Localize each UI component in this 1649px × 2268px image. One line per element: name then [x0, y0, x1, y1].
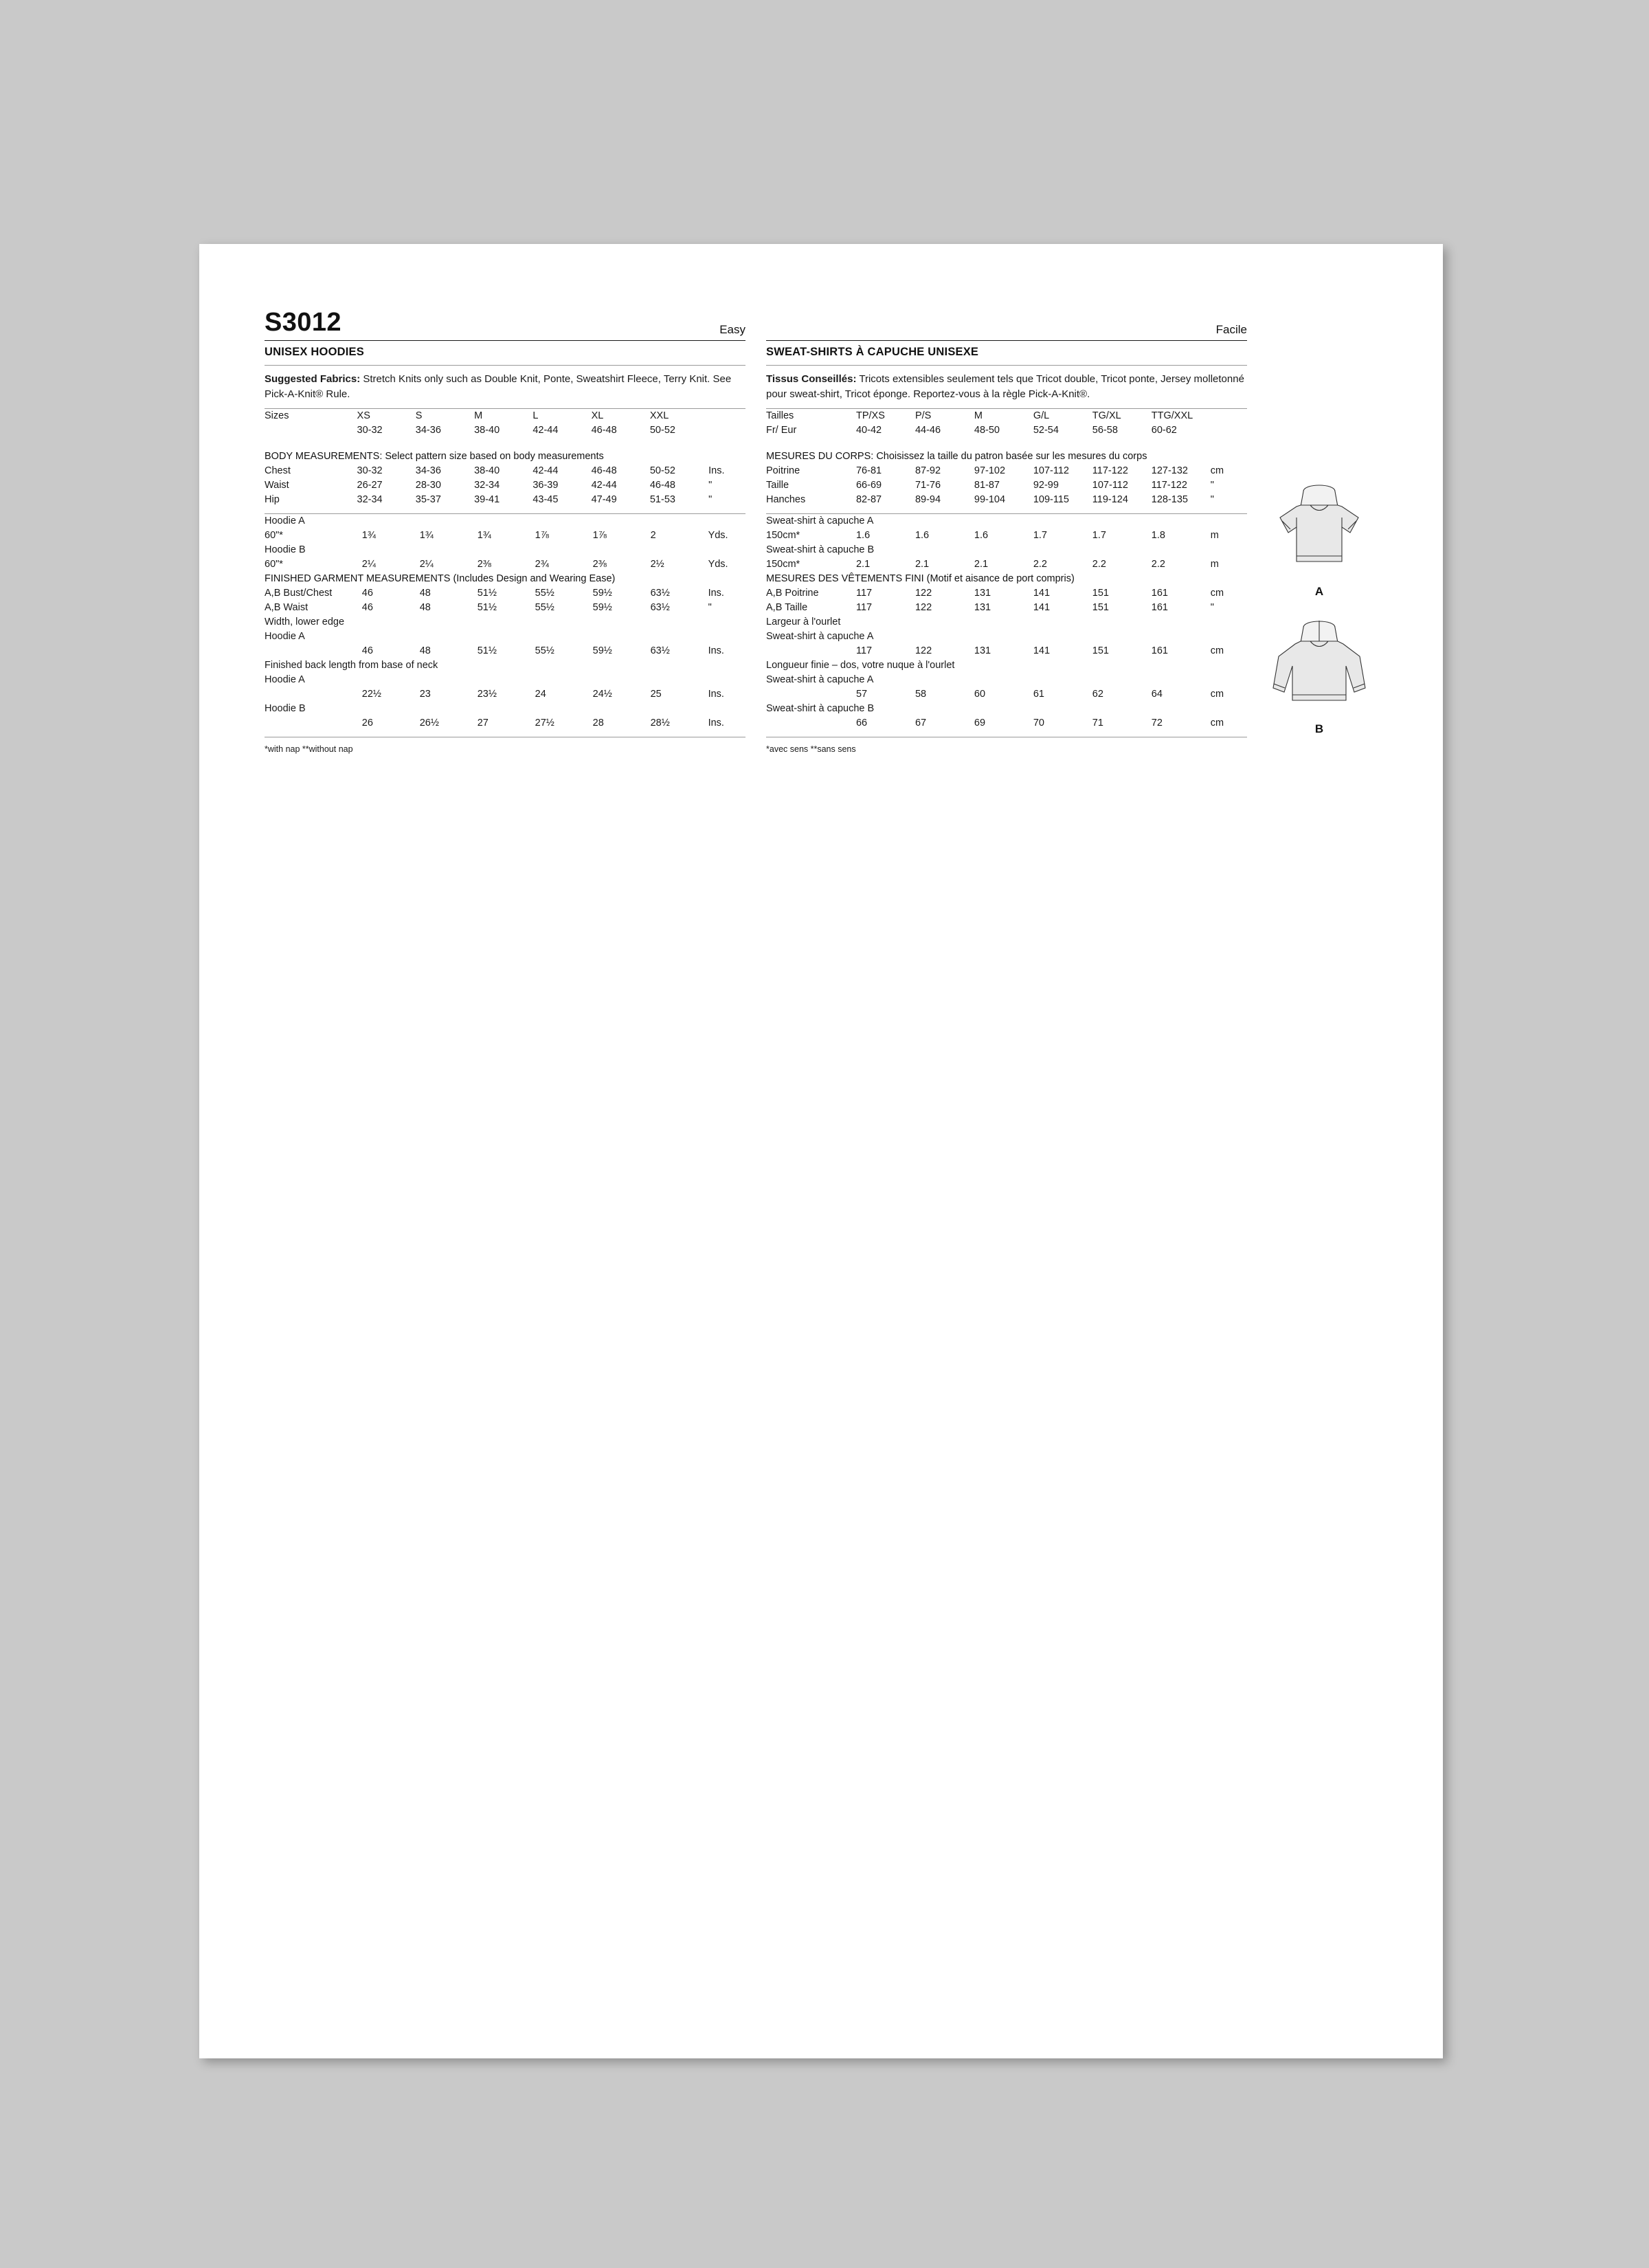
english-fabrics-label: Suggested Fabrics:: [265, 373, 361, 385]
divider-en: [265, 340, 745, 341]
cell: 97-102: [974, 465, 1006, 476]
width-lower-edge-label-fr: Largeur à l'ourlet: [766, 616, 841, 627]
table-row: [766, 529, 1247, 543]
cell: 161: [1151, 645, 1168, 656]
cell: 2½: [650, 559, 664, 570]
cell: 63½: [650, 645, 670, 656]
table-row: [766, 601, 1247, 615]
table-row: [265, 702, 745, 716]
cell: 55½: [535, 602, 554, 613]
table-row: [265, 438, 745, 449]
french-measurement-table: [766, 409, 1247, 507]
cell: 107-112: [1092, 480, 1128, 491]
cell: 2.1: [974, 559, 989, 570]
row-label: Hip: [265, 494, 280, 505]
cell: 28-30: [415, 480, 441, 491]
unit-cell: Ins.: [708, 588, 724, 599]
cell: 151: [1092, 645, 1109, 656]
unit-cell: Ins.: [708, 718, 724, 729]
french-title: SWEAT-SHIRTS À CAPUCHE UNISEXE: [766, 346, 979, 358]
divider-en-2: [265, 365, 745, 366]
finished-heading-en: FINISHED GARMENT MEASUREMENTS (Includes Design and Wearing Ease): [265, 573, 616, 584]
table-row: [766, 716, 1247, 731]
cell: 71: [1092, 718, 1103, 729]
cell: 1¾: [477, 530, 491, 541]
size-number-3: 52-54: [1033, 425, 1059, 436]
table-row: [265, 716, 745, 731]
cell: 2⅜: [592, 559, 607, 570]
unit-cell: ": [708, 480, 713, 491]
long-sleeve-hoodie-icon: [1261, 616, 1378, 720]
cell: 109-115: [1033, 494, 1069, 505]
cell: 69: [974, 718, 986, 729]
table-row: [766, 423, 1247, 438]
table-row: [265, 543, 745, 557]
size-code-5: TTG/XXL: [1151, 410, 1193, 421]
cell: 51-53: [649, 494, 675, 505]
unit-cell: Yds.: [708, 559, 728, 570]
french-fabrics: [766, 372, 1247, 402]
view-b-letter: B: [1314, 722, 1324, 735]
table-row: [265, 572, 745, 586]
table-row: [265, 586, 745, 601]
size-number-4: 46-48: [591, 425, 617, 436]
table-row: [766, 449, 1247, 464]
cell: 2¼: [419, 559, 434, 570]
view-a-letter: A: [1314, 584, 1324, 598]
cell: 92-99: [1033, 480, 1059, 491]
back-length-label-en: Finished back length from base of neck: [265, 660, 438, 671]
width-lower-edge-group-fr: Sweat-shirt à capuche A: [766, 631, 874, 642]
size-code-0: TP/XS: [855, 410, 885, 421]
cell: 26-27: [357, 480, 383, 491]
cell: 51½: [477, 602, 497, 613]
cell: 127-132: [1151, 465, 1188, 476]
cell: 87-92: [915, 465, 941, 476]
width-lower-edge-label-en: Width, lower edge: [265, 616, 345, 627]
table-row: [265, 449, 745, 464]
size-number-5: 60-62: [1151, 425, 1177, 436]
size-code-2: M: [474, 410, 483, 421]
size-number-1: 44-46: [915, 425, 941, 436]
size-number-2: 48-50: [974, 425, 1000, 436]
unit-cell: ": [708, 602, 712, 613]
cell: 117: [855, 588, 873, 599]
size-number-1: 34-36: [415, 425, 441, 436]
table-row: [265, 687, 745, 702]
table-row: [265, 658, 745, 673]
cell: 1.6: [915, 530, 930, 541]
table-row: [766, 615, 1247, 630]
cell: 36-39: [532, 480, 559, 491]
pattern-envelope-back: [199, 244, 1443, 2058]
french-header: [766, 309, 1247, 335]
table-row: [766, 702, 1247, 716]
finished-heading-fr: MESURES DES VÊTEMENTS FINI (Motif et aisance de port compris): [766, 573, 1075, 584]
table-row: [265, 409, 745, 423]
short-sleeve-hoodie-icon: [1261, 479, 1378, 582]
back-length-group-a-en: Hoodie A: [265, 674, 305, 685]
cell: 34-36: [415, 465, 441, 476]
cell: 48: [419, 588, 431, 599]
unit-cell: Ins.: [708, 645, 724, 656]
back-length-group-a-fr: Sweat-shirt à capuche A: [766, 674, 874, 685]
unit-cell: cm: [1210, 645, 1224, 656]
euro-size-label: Fr/ Eur: [766, 425, 797, 436]
cell: 117: [855, 602, 873, 613]
cell: 161: [1151, 588, 1168, 599]
cell: 2¼: [361, 559, 376, 570]
cell: 60: [974, 689, 986, 700]
cell: 141: [1033, 645, 1051, 656]
english-measurement-table: [265, 409, 745, 507]
cell: 131: [974, 645, 991, 656]
french-yardage-table: [766, 514, 1247, 731]
unit-cell: cm: [1210, 588, 1224, 599]
english-fabrics-text: Stretch Knits only such as Double Knit, Ponte, Sweatshirt Fleece, Terry Knit. See Pick-A-Knit® Rule.: [265, 373, 732, 400]
cell: 32-34: [474, 480, 500, 491]
cell: 89-94: [915, 494, 941, 505]
size-code-1: S: [415, 410, 423, 421]
back-length-group-b-fr: Sweat-shirt à capuche B: [766, 703, 875, 714]
cell: 71-76: [915, 480, 941, 491]
fabric-width: 150cm*: [766, 530, 800, 541]
cell: 35-37: [415, 494, 441, 505]
size-code-5: XXL: [649, 410, 669, 421]
unit-cell: Ins.: [708, 465, 725, 476]
cell: 2.2: [1151, 559, 1165, 570]
row-label: Taille: [766, 480, 789, 491]
cell: 27: [477, 718, 489, 729]
cell: 58: [915, 689, 927, 700]
cell: 76-81: [855, 465, 882, 476]
row-label: A,B Waist: [265, 602, 309, 613]
cell: 63½: [650, 588, 670, 599]
cell: 59½: [592, 645, 612, 656]
cell: 122: [915, 602, 932, 613]
cell: 2: [650, 530, 656, 541]
table-row: [766, 644, 1247, 658]
table-row: [265, 478, 745, 493]
row-label: A,B Taille: [766, 602, 808, 613]
row-label: Waist: [265, 480, 289, 491]
size-number-4: 56-58: [1092, 425, 1118, 436]
yardage-group-label: Hoodie A: [265, 515, 305, 526]
cell: 28: [592, 718, 604, 729]
header-row: [265, 309, 1378, 754]
cell: 30-32: [357, 465, 383, 476]
cell: 72: [1151, 718, 1163, 729]
sizes-label-en: Sizes: [265, 410, 289, 421]
unit-blank: [708, 409, 745, 423]
table-row: [265, 630, 745, 644]
cell: 82-87: [855, 494, 882, 505]
cell: 131: [974, 588, 991, 599]
cell: 119-124: [1092, 494, 1128, 505]
size-code-2: M: [974, 410, 983, 421]
cell: 38-40: [474, 465, 500, 476]
size-code-3: G/L: [1033, 410, 1050, 421]
cell: 151: [1092, 588, 1109, 599]
cell: 24: [535, 689, 546, 700]
cell: 50-52: [649, 465, 675, 476]
table-row: [265, 493, 745, 507]
cell: 2¾: [535, 559, 549, 570]
row-label: A,B Bust/Chest: [265, 588, 333, 599]
difficulty-label-fr: Facile: [1215, 323, 1247, 336]
cell: 99-104: [974, 494, 1006, 505]
table-row: [766, 687, 1247, 702]
cell: 22½: [361, 689, 381, 700]
yardage-group-label: Hoodie B: [265, 544, 306, 555]
cell: 32-34: [357, 494, 383, 505]
english-header: [265, 309, 745, 335]
cell: 2.2: [1033, 559, 1048, 570]
cell: 48: [419, 645, 431, 656]
table-row: [265, 557, 745, 572]
back-length-group-b-en: Hoodie B: [265, 703, 306, 714]
difficulty-label-en: Easy: [719, 323, 745, 336]
french-column: [766, 309, 1247, 754]
table-row: [766, 673, 1247, 687]
cell: 26: [361, 718, 373, 729]
cell: 39-41: [474, 494, 500, 505]
cell: 70: [1033, 718, 1044, 729]
table-row: [265, 601, 745, 615]
cell: 122: [915, 645, 932, 656]
french-fabrics-label: Tissus Conseillés:: [766, 373, 857, 385]
cell: 59½: [592, 602, 612, 613]
cell: 28½: [650, 718, 670, 729]
cell: 128-135: [1151, 494, 1188, 505]
cell: 42-44: [532, 465, 559, 476]
cell: 59½: [592, 588, 612, 599]
table-row: [265, 514, 745, 529]
english-title: UNISEX HOODIES: [265, 346, 364, 358]
cell: 1.7: [1092, 530, 1106, 541]
cell: 141: [1033, 588, 1051, 599]
cell: 46-48: [591, 465, 617, 476]
footnote-fr: *avec sens **sans sens: [766, 744, 856, 754]
pattern-code: S3012: [265, 308, 341, 337]
view-a-illustration: [1261, 479, 1378, 599]
english-fabrics: [265, 372, 745, 402]
table-row: [766, 438, 1247, 449]
cell: 161: [1151, 602, 1168, 613]
unit-cell: cm: [1210, 718, 1224, 729]
cell: 122: [915, 588, 932, 599]
cell: 48: [419, 602, 431, 613]
size-number-5: 50-52: [649, 425, 675, 436]
cell: 25: [650, 689, 662, 700]
footnote-en: *with nap **without nap: [265, 744, 353, 754]
size-code-0: XS: [357, 410, 370, 421]
cell: 57: [855, 689, 868, 700]
table-row: [265, 529, 745, 543]
cell: 66: [855, 718, 868, 729]
width-lower-edge-group-en: Hoodie A: [265, 631, 305, 642]
table-row: [265, 673, 745, 687]
cell: 46: [361, 588, 373, 599]
cell: 26½: [419, 718, 439, 729]
fabric-width: 60"*: [265, 530, 283, 541]
divider-fr-2: [766, 365, 1247, 366]
table-row: [766, 557, 1247, 572]
cell: 64: [1151, 689, 1163, 700]
size-code-3: L: [532, 410, 539, 421]
sizes-label-fr: Tailles: [766, 410, 794, 421]
cell: 43-45: [532, 494, 559, 505]
table-row: [265, 464, 745, 478]
table-row: [766, 409, 1247, 423]
cell: 1¾: [361, 530, 376, 541]
cell: 55½: [535, 588, 554, 599]
row-label: Poitrine: [766, 465, 800, 476]
row-label: Hanches: [766, 494, 806, 505]
body-measurements-heading-en: BODY MEASUREMENTS: Select pattern size based on body measurements: [265, 451, 604, 462]
unit-cell: Yds.: [708, 530, 728, 541]
table-row: [766, 493, 1247, 507]
cell: 23: [419, 689, 431, 700]
table-row: [766, 514, 1247, 529]
size-code-4: TG/XL: [1092, 410, 1121, 421]
size-number-0: 40-42: [855, 425, 882, 436]
cell: 61: [1033, 689, 1044, 700]
cell: 151: [1092, 602, 1109, 613]
unit-cell: m: [1210, 559, 1219, 570]
fabric-width: 60"*: [265, 559, 283, 570]
cell: 2⅜: [477, 559, 491, 570]
cell: 117: [855, 645, 873, 656]
cell: 1.8: [1151, 530, 1165, 541]
cell: 81-87: [974, 480, 1000, 491]
cell: 2.1: [915, 559, 930, 570]
table-row: [265, 615, 745, 630]
unit-cell: Ins.: [708, 689, 724, 700]
view-b-illustration: [1261, 616, 1378, 736]
cell: 51½: [477, 588, 497, 599]
table-row: [766, 586, 1247, 601]
cell: 1.6: [974, 530, 989, 541]
unit-cell: cm: [1210, 465, 1224, 476]
cell: 42-44: [591, 480, 617, 491]
table-row: [766, 478, 1247, 493]
cell: 46-48: [649, 480, 675, 491]
cell: 46: [361, 645, 373, 656]
unit-cell: m: [1210, 530, 1219, 541]
fabric-width: 150cm*: [766, 559, 800, 570]
size-code-1: P/S: [915, 410, 932, 421]
table-row: [766, 464, 1247, 478]
divider-fr: [766, 340, 1247, 341]
cell: 51½: [477, 645, 497, 656]
cell: 107-112: [1033, 465, 1069, 476]
yardage-group-label: Sweat-shirt à capuche A: [766, 515, 874, 526]
back-length-label-fr: Longueur finie – dos, votre nuque à l'ourlet: [766, 660, 955, 671]
table-row: [265, 644, 745, 658]
cell: 47-49: [591, 494, 617, 505]
table-row: [766, 572, 1247, 586]
size-number-3: 42-44: [532, 425, 559, 436]
cell: 1¾: [419, 530, 434, 541]
english-yardage-table: [265, 514, 745, 731]
body-measurements-heading-fr: MESURES DU CORPS: Choisissez la taille du patron basée sur les mesures du corps: [766, 451, 1147, 462]
unit-cell: cm: [1210, 689, 1224, 700]
unit-cell: ": [708, 494, 713, 505]
cell: 67: [915, 718, 927, 729]
cell: 1⅞: [535, 530, 549, 541]
unit-cell: ": [1210, 480, 1214, 491]
cell: 2.1: [855, 559, 871, 570]
cell: 46: [361, 602, 373, 613]
content-area: [265, 309, 1378, 754]
yardage-group-label: Sweat-shirt à capuche B: [766, 544, 875, 555]
table-row: [766, 630, 1247, 644]
cell: 2.2: [1092, 559, 1106, 570]
english-column: [265, 309, 745, 754]
cell: 117-122: [1092, 465, 1128, 476]
unit-cell: ": [1210, 602, 1214, 613]
cell: 55½: [535, 645, 554, 656]
cell: 27½: [535, 718, 554, 729]
table-row: [265, 423, 745, 438]
cell: 63½: [650, 602, 670, 613]
cell: 24½: [592, 689, 612, 700]
cell: 1.6: [855, 530, 871, 541]
cell: 131: [974, 602, 991, 613]
cell: 141: [1033, 602, 1051, 613]
cell: 23½: [477, 689, 497, 700]
table-row: [766, 658, 1247, 673]
cell: 66-69: [855, 480, 882, 491]
size-number-0: 30-32: [357, 425, 383, 436]
cell: 117-122: [1151, 480, 1187, 491]
line-art-column: [1261, 479, 1378, 754]
row-label: A,B Poitrine: [766, 588, 819, 599]
unit-cell: ": [1210, 494, 1214, 505]
cell: 62: [1092, 689, 1103, 700]
cell: 1⅞: [592, 530, 607, 541]
size-code-4: XL: [591, 410, 604, 421]
table-row: [766, 543, 1247, 557]
french-fabrics-text: Tricots extensibles seulement tels que Tricot double, Tricot ponte, Jersey molletonné pour sweat-shirt, Tricot éponge. Reportez-vous à la règle Pick-A-Knit®.: [766, 373, 1244, 400]
cell: 1.7: [1033, 530, 1048, 541]
size-number-2: 38-40: [474, 425, 500, 436]
row-label: Chest: [265, 465, 291, 476]
